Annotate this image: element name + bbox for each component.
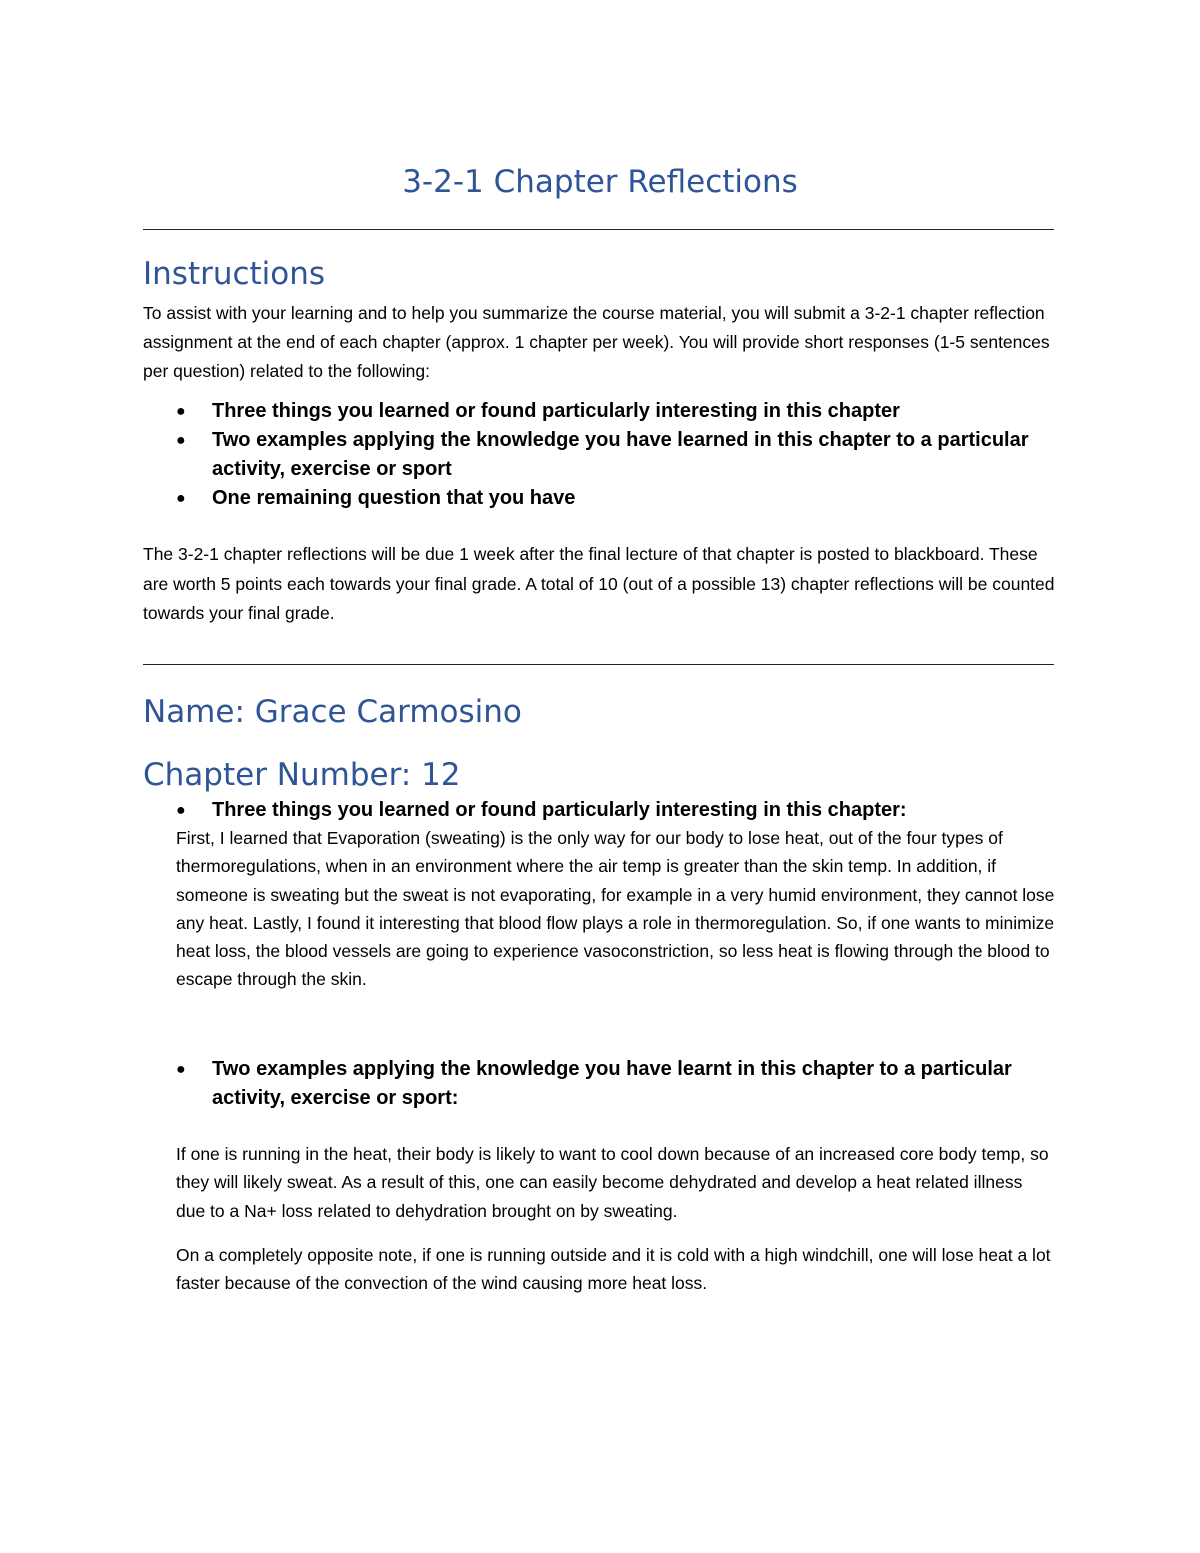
bullet-icon: ● — [176, 432, 186, 449]
list-item-text: Two examples applying the knowledge you have learned in this chapter to a particular activity, exercise or sport — [212, 429, 1029, 480]
bullet-icon: ● — [176, 490, 186, 507]
bullet-icon: ● — [176, 1061, 186, 1078]
answer-example-heat: If one is running in the heat, their body is likely to want to cool down because of an increased core body temp, so they will likely sweat. As a result of this, one can easily become dehydrated and develop a heat related illness due to a Na+ loss related to dehydration brought on by sweating. — [176, 1144, 1049, 1221]
list-item — [0, 426, 1042, 484]
question-heading-text: Three things you learned or found particularly interesting in this chapter: — [212, 799, 907, 821]
question-heading-text: Two examples applying the knowledge you have learnt in this chapter to a particular activity, exercise or sport: — [212, 1058, 1012, 1109]
student-name-heading: Name: Grace Carmosino — [143, 694, 522, 730]
bullet-icon: ● — [176, 802, 186, 819]
list-item-text: One remaining question that you have — [212, 487, 576, 509]
instructions-list — [0, 397, 1200, 513]
instructions-heading: Instructions — [143, 256, 326, 292]
instructions-intro: To assist with your learning and to help you summarize the course material, you will submit a 3-2-1 chapter reflection assignment at the end of each chapter (approx. 1 chapter per week). You will provide short responses (1-5 sentences per question) related to the following: — [143, 303, 1050, 381]
document-title: 3-2-1 Chapter Reflections — [402, 164, 798, 200]
question-two-examples — [0, 1055, 1200, 1113]
chapter-number-heading: Chapter Number: 12 — [143, 757, 461, 793]
section-divider — [143, 664, 1054, 665]
question-heading — [0, 796, 1032, 825]
question-heading — [0, 1055, 1032, 1113]
due-note: The 3-2-1 chapter reflections will be due 1 week after the final lecture of that chapter is posted to blackboard. These are worth 5 points each towards your final grade. A total of 10 (out of a possible 13) chapter reflections will be counted towards your final grade. — [143, 544, 1055, 623]
list-item-text: Three things you learned or found particularly interesting in this chapter — [212, 400, 900, 422]
list-item — [0, 397, 1042, 426]
list-item — [0, 484, 1042, 513]
question-three-things — [0, 796, 1200, 825]
title-divider — [143, 229, 1054, 230]
answer-three-things: First, I learned that Evaporation (sweating) is the only way for our body to lose heat, out of the four types of thermoregulations, when in an environment where the air temp is greater than the skin temp. In addition, if someone is sweating but the sweat is not evaporating, for example in a very humid environment, they cannot lose any heat. Lastly, I found it interesting that blood flow plays a role in thermoregulation. So, if one wants to minimize heat loss, the blood vessels are going to experience vasoconstriction, so less heat is flowing through the blood to escape through the skin. — [176, 828, 1055, 990]
bullet-icon: ● — [176, 403, 186, 420]
answer-example-cold: On a completely opposite note, if one is running outside and it is cold with a high windchill, one will lose heat a lot faster because of the convection of the wind causing more heat loss. — [176, 1245, 1051, 1294]
